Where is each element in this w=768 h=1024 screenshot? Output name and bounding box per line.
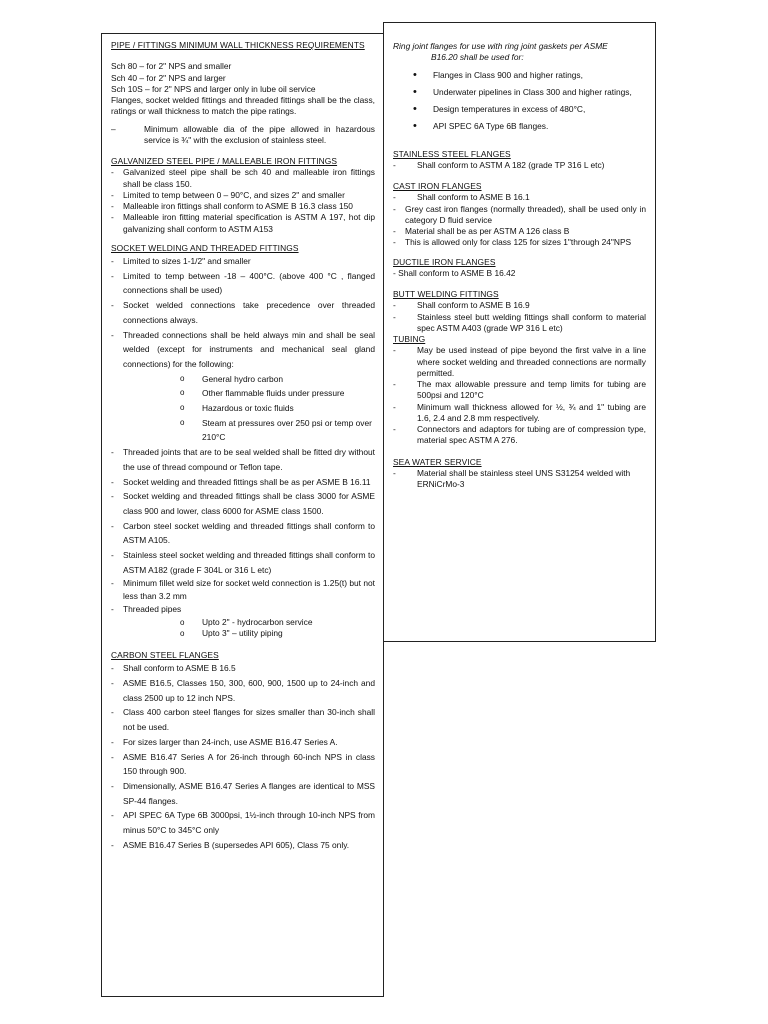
galvanized-heading: GALVANIZED STEEL PIPE / MALLEABLE IRON FITTINGS bbox=[111, 156, 338, 166]
butt-welding-list bbox=[393, 300, 646, 334]
seal-weld-sublist bbox=[111, 372, 375, 446]
socket-heading: SOCKET WELDING AND THREADED FITTINGS bbox=[111, 242, 299, 253]
sch80-line: Sch 80 – for 2" NPS and smaller bbox=[111, 61, 232, 72]
list-item: - Shall conform to ASME B 16.1 bbox=[393, 192, 646, 203]
list-item: - ASME B16.47 Series B (supersedes API 605), Class 75 only. bbox=[111, 838, 375, 853]
sub-item: o Other flammable fluids under pressure bbox=[180, 386, 375, 401]
carbon-heading: CARBON STEEL FLANGES bbox=[111, 650, 219, 661]
list-item: - The max allowable pressure and temp limits for tubing are 500psi and 120°C bbox=[393, 379, 646, 402]
list-item: • Design temperatures in excess of 480°C, bbox=[413, 104, 646, 115]
ring-joint-list bbox=[393, 70, 646, 133]
list-item: - Threaded connections shall be held always min and shall be seal welded (except for instruments and mechanical seal gland connections) for the following: bbox=[111, 328, 375, 372]
cast-iron-heading: CAST IRON FLANGES bbox=[393, 181, 482, 191]
list-item: - Limited to sizes 1-1/2" and smaller bbox=[111, 254, 375, 269]
ductile-heading: DUCTILE IRON FLANGES bbox=[393, 256, 496, 267]
sea-water-heading: SEA WATER SERVICE bbox=[393, 456, 482, 467]
sch10s-line: Sch 10S – for 2" NPS and larger only in lube oil service bbox=[111, 83, 316, 94]
dash-mark: – bbox=[111, 123, 116, 134]
ring-joint-line-2: B16.20 shall be used for: bbox=[431, 52, 524, 63]
cast-iron-list bbox=[393, 192, 646, 248]
list-item: - For sizes larger than 24-inch, use ASME B16.47 Series A. bbox=[111, 735, 375, 750]
list-item: - Threaded pipes bbox=[111, 602, 375, 617]
stainless-list bbox=[393, 160, 646, 171]
list-item: - Limited to temp between -18 – 400°C. (above 400 °C , flanged connections shall be used) bbox=[111, 269, 375, 298]
list-item: - API SPEC 6A Type 6B 3000psi, 1½-inch through 10-inch NPS from minus 50°C to 345°C only bbox=[111, 808, 375, 837]
list-item: - Shall conform to ASTM A 182 (grade TP 316 L etc) bbox=[393, 160, 646, 171]
list-item: - Carbon steel socket welding and threaded fittings shall conform to ASTM A105. bbox=[111, 519, 375, 548]
ductile-text: - Shall conform to ASME B 16.42 bbox=[393, 267, 516, 278]
socket-list-2 bbox=[111, 445, 375, 616]
sub-item: o Upto 2" - hydrocarbon service bbox=[180, 617, 375, 629]
list-item: - Malleable iron fittings shall conform to ASME B 16.3 class 150 bbox=[111, 201, 375, 212]
list-item: - Grey cast iron flanges (normally threaded), shall be used only in category D fluid service bbox=[393, 204, 646, 227]
list-item: - Material shall be as per ASTM A 126 class B bbox=[393, 226, 646, 237]
butt-welding-heading: BUTT WELDING FITTINGS bbox=[393, 289, 499, 299]
left-column bbox=[101, 33, 384, 997]
tubing-list bbox=[393, 345, 646, 446]
list-item: • Flanges in Class 900 and higher ratings, bbox=[413, 70, 646, 81]
galvanized-list bbox=[111, 167, 375, 235]
schedule-lines bbox=[111, 61, 375, 84]
list-item: - Minimum fillet weld size for socket weld connection is 1.25(t) but not less than 3.2 mm bbox=[111, 577, 375, 601]
list-item: - Shall conform to ASME B 16.9 bbox=[393, 300, 646, 311]
list-item: - Class 400 carbon steel flanges for sizes smaller than 30-inch shall not be used. bbox=[111, 705, 375, 734]
pipe-fittings-heading: PIPE / FITTINGS MINIMUM WALL THICKNESS REQUIREMENTS bbox=[111, 40, 365, 50]
list-item: - Galvanized steel pipe shall be sch 40 and malleable iron fittings shall be class 150. bbox=[111, 167, 375, 190]
list-item: - Stainless steel socket welding and threaded fittings shall conform to ASTM A182 (grade F 304L or 316 L etc) bbox=[111, 548, 375, 577]
sub-item: o Steam at pressures over 250 psi or temp over 210°C bbox=[180, 416, 375, 445]
threaded-pipes-sublist bbox=[111, 617, 375, 641]
stainless-heading: STAINLESS STEEL FLANGES bbox=[393, 148, 511, 159]
flanges-text: Flanges, socket welded fittings and threaded fittings shall be the class, ratings or wall thickness to match the pipe ratings. bbox=[111, 95, 375, 117]
socket-list bbox=[111, 254, 375, 372]
list-item: - ASME B16.5, Classes 150, 300, 600, 900, 1500 up to 24-inch and class 2500 up to 12 inch NPS. bbox=[111, 676, 375, 705]
list-item: - Limited to temp between 0 – 90°C, and sizes 2" and smaller bbox=[111, 190, 375, 201]
list-item: - Material shall be stainless steel UNS S31254 welded with ERNiCrMo-3 bbox=[393, 468, 646, 491]
list-item: - Minimum wall thickness allowed for ½, ¾ and 1" tubing are 1.6, 2.4 and 2.8 mm respectively. bbox=[393, 402, 646, 425]
list-item: • API SPEC 6A Type 6B flanges. bbox=[413, 121, 646, 132]
list-item: - Malleable iron fitting material specification is ASTM A 197, hot dip galvanizing shall conform to ASTM A153 bbox=[111, 212, 375, 235]
list-item: - Dimensionally, ASME B16.47 Series A flanges are identical to MSS SP-44 flanges. bbox=[111, 779, 375, 808]
sub-item: o General hydro carbon bbox=[180, 372, 375, 387]
list-item: - Threaded joints that are to be seal welded shall be fitted dry without the use of thread compound or Teflon tape. bbox=[111, 445, 375, 474]
list-item: - May be used instead of pipe beyond the first valve in a line where socket welding and threaded connections are normally permitted. bbox=[393, 345, 646, 379]
list-item: - Shall conform to ASME B 16.5 bbox=[111, 661, 375, 676]
ring-joint-intro bbox=[393, 41, 646, 64]
right-column bbox=[383, 22, 656, 642]
sub-item: o Hazardous or toxic fluids bbox=[180, 401, 375, 416]
ring-joint-line-1: Ring joint flanges for use with ring joint gaskets per ASME bbox=[393, 41, 608, 51]
list-item: - Socket welding and threaded fittings shall be class 3000 for ASME class 900 and lower, class 6000 for ASME class 1500. bbox=[111, 489, 375, 518]
tubing-heading: TUBING bbox=[393, 334, 426, 344]
list-item: - Connectors and adaptors for tubing are of compression type, material spec ASTM A 276. bbox=[393, 424, 646, 447]
min-dia-text: Minimum allowable dia of the pipe allowed in hazardous service is ¾" with the exclusion of stainless steel. bbox=[144, 123, 375, 145]
list-item: • Underwater pipelines in Class 300 and higher ratings, bbox=[413, 87, 646, 98]
list-item: - ASME B16.47 Series A for 26-inch through 60-inch NPS in class 150 through 900. bbox=[111, 750, 375, 779]
sub-item: o Upto 3" – utility piping bbox=[180, 628, 375, 640]
carbon-list bbox=[111, 661, 375, 852]
sch40-line: Sch 40 – for 2" NPS and larger bbox=[111, 72, 226, 83]
min-dia-note bbox=[111, 124, 375, 147]
list-item: - Socket welding and threaded fittings shall be as per ASME B 16.11 bbox=[111, 475, 375, 490]
list-item: - Stainless steel butt welding fittings shall conform to material spec ASTM A403 (grade WP 316 L etc) bbox=[393, 312, 646, 335]
list-item: - Socket welded connections take precedence over threaded connections always. bbox=[111, 298, 375, 327]
sea-water-list bbox=[393, 468, 646, 491]
list-item: - This is allowed only for class 125 for sizes 1"through 24"NPS bbox=[393, 237, 646, 248]
